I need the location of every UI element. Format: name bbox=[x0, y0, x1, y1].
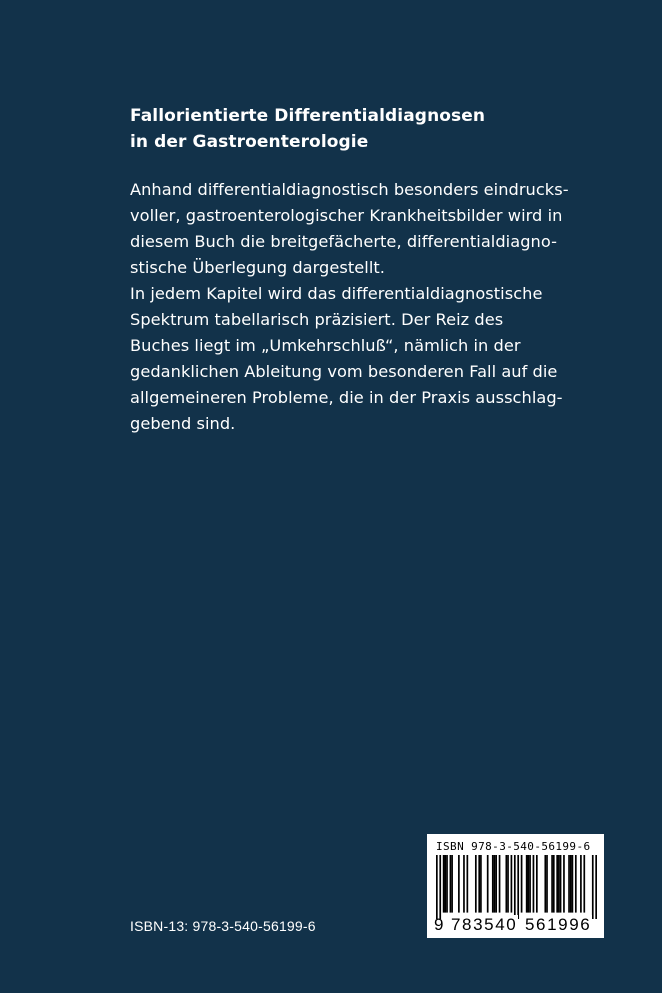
description-line: gebend sind. bbox=[130, 414, 236, 433]
barcode-bar bbox=[487, 855, 489, 913]
barcode-bar bbox=[580, 855, 582, 913]
barcode-bar bbox=[526, 855, 528, 913]
barcode-bar bbox=[450, 855, 452, 913]
barcode-guard-bar bbox=[592, 855, 594, 919]
title-line-2: in der Gastroenterologie bbox=[130, 132, 369, 152]
barcode-bar bbox=[529, 855, 531, 913]
barcode-guard-bar bbox=[436, 855, 438, 919]
barcode-guard-bar bbox=[517, 855, 519, 919]
barcode-bar bbox=[521, 855, 523, 913]
barcode-bar bbox=[458, 855, 460, 913]
barcode-bar bbox=[572, 855, 574, 913]
barcode-bar bbox=[443, 855, 445, 913]
description-line: In jedem Kapitel wird das differentialdiagnostische bbox=[130, 284, 543, 303]
barcode-guard-bar bbox=[439, 855, 441, 919]
description-text bbox=[130, 177, 569, 437]
barcode-bar bbox=[558, 855, 560, 913]
barcode-bar bbox=[467, 855, 469, 913]
barcode-bar bbox=[446, 855, 448, 913]
description-line: gedanklichen Ableitung vom besonderen Fall auf die bbox=[130, 362, 558, 381]
barcode-bar bbox=[478, 855, 480, 913]
barcode-bar bbox=[463, 855, 465, 913]
title-line-1: Fallorientierte Differentialdiagnosen bbox=[130, 106, 486, 126]
description-line: voller, gastroenterologischer Krankheitsbilder wird in bbox=[130, 206, 563, 225]
barcode-bar bbox=[560, 855, 562, 913]
barcode-bar bbox=[511, 855, 513, 913]
barcode-bar bbox=[451, 855, 453, 913]
barcode-bar bbox=[505, 855, 507, 913]
barcode-bar bbox=[444, 855, 446, 913]
description-line: diesem Buch die breitgefächerte, differentialdiagno- bbox=[130, 232, 557, 251]
description-line: Buches liegt im „Umkehrschluß“, nämlich in der bbox=[130, 336, 521, 355]
barcode-bar bbox=[546, 855, 548, 913]
barcode-bar bbox=[499, 855, 501, 913]
description-line: allgemeineren Probleme, die in der Praxis ausschlag- bbox=[130, 388, 563, 407]
barcode-bar bbox=[494, 855, 496, 913]
barcode-bar bbox=[507, 855, 509, 913]
barcode-bar bbox=[495, 855, 497, 913]
barcode-bar bbox=[544, 855, 546, 913]
barcode-digits-left: 783540 bbox=[451, 915, 518, 934]
description-line: Spektrum tabellarisch präzisiert. Der Reiz des bbox=[130, 310, 504, 329]
barcode-bar bbox=[553, 855, 555, 913]
barcode-bar bbox=[475, 855, 477, 913]
barcode-digits bbox=[434, 915, 600, 935]
barcode-bars bbox=[436, 855, 597, 919]
barcode-guard-bar bbox=[595, 855, 597, 919]
barcode-digits-right: 561996 bbox=[525, 915, 592, 934]
barcode-bar bbox=[556, 855, 558, 913]
barcode-bar bbox=[533, 855, 535, 913]
barcode-digit-lead: 9 bbox=[434, 915, 444, 934]
barcode-isbn-label: ISBN 978-3-540-56199-6 bbox=[436, 840, 591, 853]
barcode-bar bbox=[570, 855, 572, 913]
barcode-bar bbox=[583, 855, 585, 913]
barcode-bar bbox=[536, 855, 538, 913]
description-line: Anhand differentialdiagnostisch besonders eindrucks- bbox=[130, 180, 569, 199]
isbn-13-text: ISBN-13: 978-3-540-56199-6 bbox=[130, 918, 316, 934]
isbn-barcode bbox=[427, 834, 604, 938]
barcode-guard-bar bbox=[514, 855, 516, 919]
barcode-bar bbox=[568, 855, 570, 913]
barcode-bar bbox=[563, 855, 565, 913]
barcode-bar bbox=[480, 855, 482, 913]
barcode-bar bbox=[551, 855, 553, 913]
barcode-bar bbox=[575, 855, 577, 913]
barcode-bar bbox=[528, 855, 530, 913]
description-line: stische Überlegung dargestellt. bbox=[130, 258, 385, 277]
book-title bbox=[130, 103, 550, 155]
barcode-bar bbox=[492, 855, 494, 913]
